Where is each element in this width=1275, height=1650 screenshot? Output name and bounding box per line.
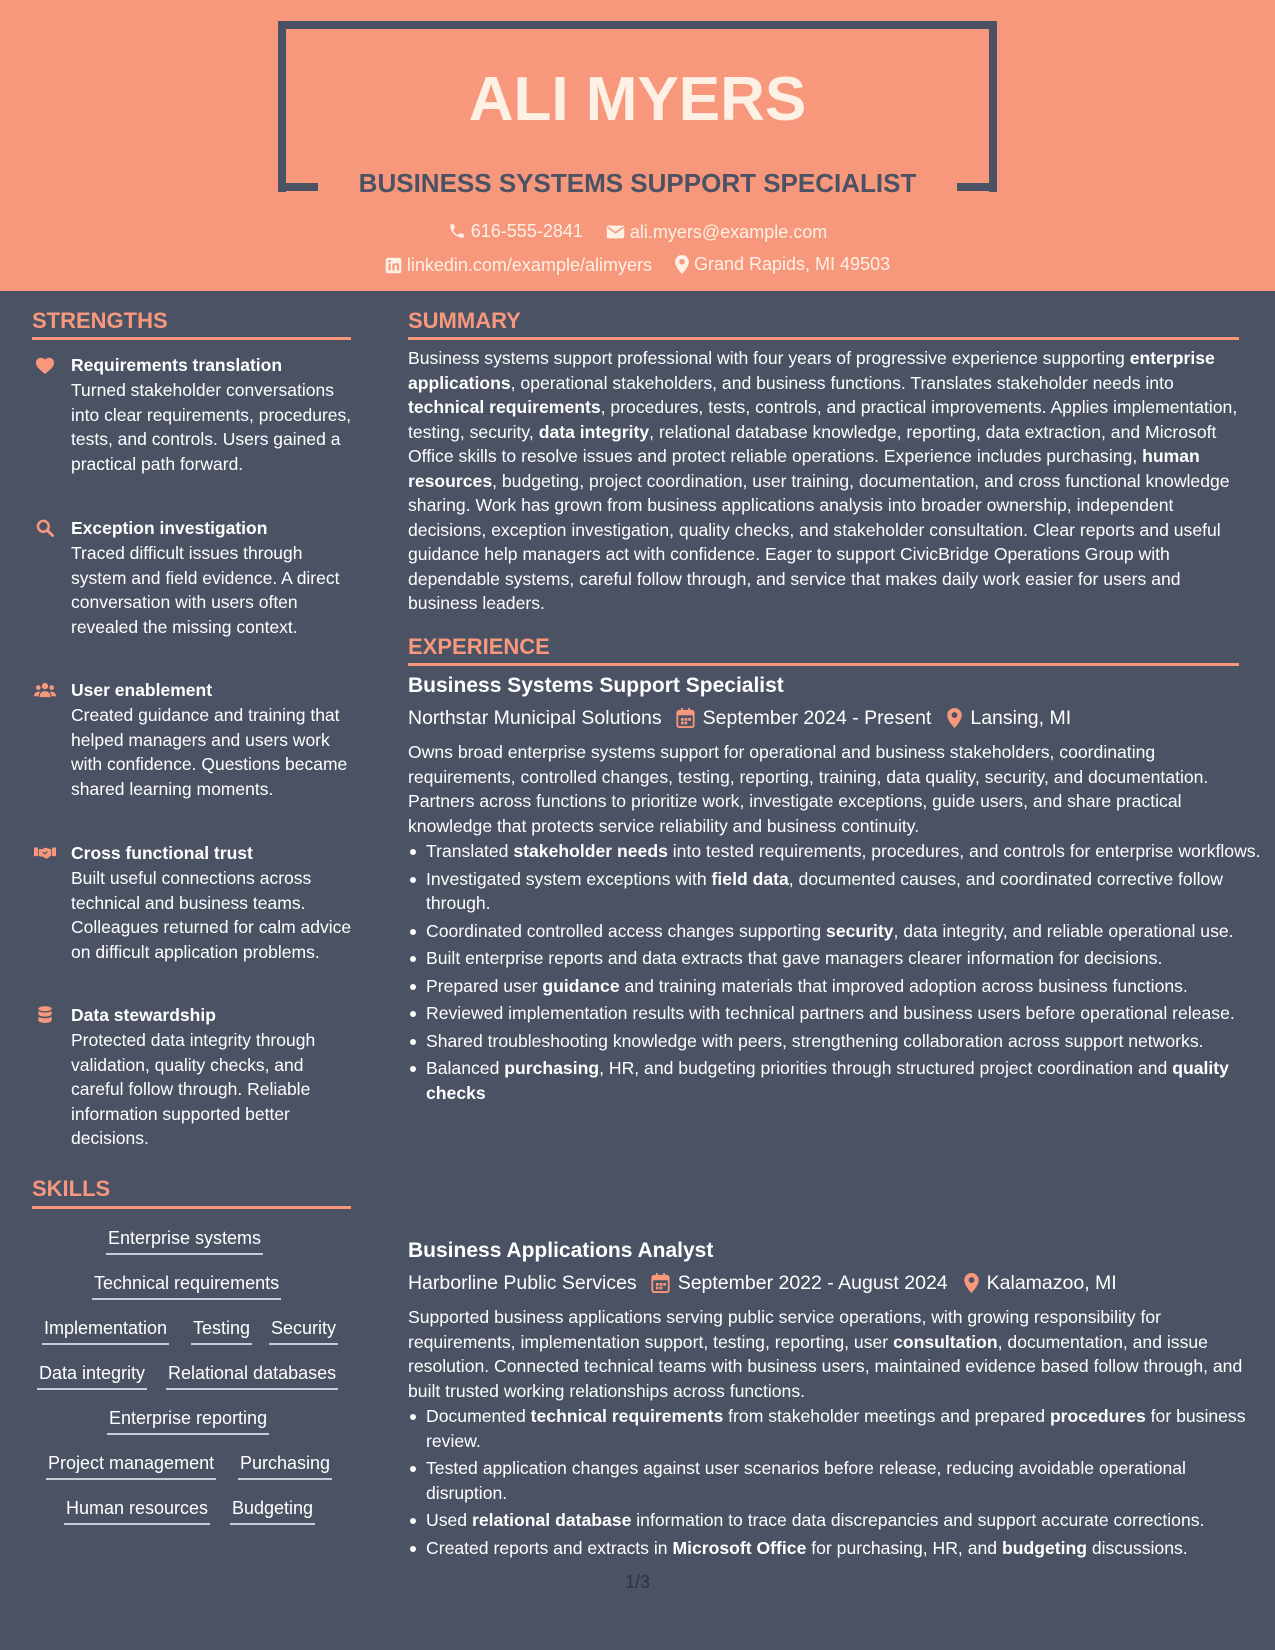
bullet-item (426, 1056, 1261, 1105)
map-pin-icon (964, 1273, 979, 1293)
bullet-item (426, 1456, 1261, 1505)
email-item[interactable] (606, 220, 827, 244)
job-dates: September 2022 - August 2024 (677, 1272, 948, 1294)
text-run: for business review. (426, 1406, 1246, 1451)
bold-phrase: human resources (408, 446, 1200, 491)
text-run: into tested requirements, procedures, and controls for enterprise workflows. (667, 841, 1261, 861)
skill-tag: Purchasing (238, 1451, 332, 1480)
bold-phrase: field data (711, 868, 789, 889)
bold-phrase: stakeholder needs (513, 841, 668, 861)
search-icon (34, 518, 56, 538)
map-pin-icon (675, 255, 689, 274)
job-description (408, 740, 1243, 838)
linkedin-icon (385, 257, 402, 274)
text-run: Reviewed implementation results with technical partners and business users before operational release. (426, 1003, 1235, 1023)
text-run: information to trace data discrepancies and support accurate corrections. (631, 1510, 1205, 1530)
company-name: Northstar Municipal Solutions (408, 707, 662, 729)
bold-phrase: relational database (471, 1510, 632, 1530)
bullet-item (426, 1536, 1261, 1561)
strength-text: Protected data integrity through validation, quality checks, and careful follow through. Reliable information supported better decisions. (71, 1030, 316, 1148)
skill-tag: Enterprise reporting (107, 1406, 269, 1435)
strength-text: Created guidance and training that helped managers and users work with confidence. Questions became shared learning moments. (71, 705, 348, 799)
text-run: Prepared user (426, 975, 543, 996)
text-run: Shared troubleshooting knowledge with peers, strengthening collaboration across support networks. (426, 1030, 1204, 1051)
bold-phrase: Microsoft Office (672, 1537, 807, 1558)
text-run: , documentation, and issue resolution. Connected technical teams with business users, maintained evidence based follow through, and built trusted working relationships across functions. (408, 1331, 1243, 1401)
map-pin-icon (947, 708, 962, 728)
linkedin-text: linkedin.com/example/alimyers (406, 255, 652, 275)
text-run: , operational stakeholders, and business functions. Translates stakeholder needs into (510, 372, 1174, 393)
phone-icon (448, 222, 466, 240)
job-location: Lansing, MI (970, 707, 1072, 729)
text-run: discussions. (1086, 1537, 1188, 1558)
users-icon (34, 680, 56, 700)
text-run: Coordinated controlled access changes supporting (426, 920, 827, 941)
bullet-item (426, 1029, 1261, 1054)
bullet-item (426, 1508, 1261, 1533)
skill-tag: Data integrity (37, 1361, 147, 1390)
skill-tag: Relational databases (166, 1361, 338, 1390)
calendar-icon (676, 708, 695, 728)
bold-phrase: consultation (893, 1331, 998, 1352)
text-run: for purchasing, HR, and (806, 1537, 1002, 1558)
candidate-name: ALI MYERS (468, 65, 807, 134)
bullet-item (426, 1404, 1261, 1453)
bold-phrase: data integrity (538, 421, 650, 442)
skill-tag: Implementation (42, 1316, 169, 1345)
text-run: Owns broad enterprise systems support for operational and business stakeholders, coordinating requirements, controlled changes, testing, reporting, training, data quality, security, and documentation. Partners across functions to prioritize work, investigate exceptions, guide users, and share practical knowledge that protects service reliability and business continuity. (408, 742, 1209, 836)
bold-phrase: budgeting (1001, 1537, 1087, 1558)
text-run: , data integrity, and reliable operational use. (893, 920, 1234, 941)
text-run: , documented causes, and coordinated corrective follow through. (426, 868, 1224, 913)
handshake-icon (34, 843, 56, 863)
strength-title: Exception investigation (71, 518, 268, 538)
database-icon (34, 1005, 56, 1025)
strength-text: Turned stakeholder conversations into clear requirements, procedures, tests, and controls. Users gained a practical path forward. (71, 380, 352, 474)
skill-tag: Project management (46, 1451, 216, 1480)
text-run: Built enterprise reports and data extracts that gave managers clearer information for decisions. (426, 948, 1163, 968)
contact-row-1 (0, 219, 1275, 246)
text-run: Tested application changes against user scenarios before release, reducing avoidable operational disruption. (426, 1458, 1186, 1503)
text-run: Created reports and extracts in (426, 1537, 673, 1558)
bullet-item (426, 974, 1261, 999)
strength-title: User enablement (71, 680, 213, 700)
text-run: Business systems support professional with four years of progressive experience supporting (408, 348, 1130, 368)
contact-row-2 (0, 252, 1275, 280)
candidate-title: BUSINESS SYSTEMS SUPPORT SPECIALIST (358, 168, 917, 198)
envelope-icon (606, 224, 625, 240)
text-run: Translated (426, 841, 514, 861)
heart-icon (34, 355, 56, 375)
text-run: Used (426, 1510, 472, 1530)
bold-phrase: security (826, 920, 894, 941)
job-description (408, 1305, 1243, 1403)
skill-tag: Enterprise systems (106, 1226, 263, 1255)
bold-phrase: purchasing (504, 1058, 600, 1078)
location-text: Grand Rapids, MI 49503 (693, 254, 891, 274)
text-run: Supported business applications serving public service operations, with growing responsibility for requirements, implementation support, testing, reporting, user (408, 1307, 1162, 1352)
bullet-item (426, 919, 1261, 944)
text-run: , HR, and budgeting priorities through structured project coordination and (599, 1058, 1173, 1078)
summary-text (408, 346, 1243, 616)
location-item (675, 252, 890, 276)
text-run: and training materials that improved adoption across business functions. (619, 975, 1188, 996)
experience-heading: EXPERIENCE (408, 634, 550, 659)
skill-tag: Security (269, 1316, 338, 1345)
job-title: Business Systems Support Specialist (408, 674, 784, 697)
bold-phrase: technical requirements (408, 397, 601, 417)
bold-phrase: guidance (542, 975, 620, 996)
experience-rule (408, 663, 1239, 666)
job-dates: September 2024 - Present (702, 707, 932, 729)
strength-text: Traced difficult issues through system and field evidence. A direct conversation with users often revealed the missing context. (71, 543, 340, 637)
bold-phrase: quality checks (426, 1058, 1229, 1103)
job-location: Kalamazoo, MI (986, 1272, 1117, 1294)
text-run: , relational database knowledge, reporting, data extraction, and Microsoft Office skills to resolve issues and protect reliable operations. Experience includes purchasing, (408, 421, 1217, 466)
bold-phrase: technical requirements (530, 1406, 724, 1426)
strength-title: Requirements translation (71, 355, 283, 375)
strength-title: Data stewardship (71, 1005, 216, 1025)
bold-phrase: procedures (1049, 1406, 1146, 1426)
skill-tag: Human resources (64, 1496, 210, 1525)
text-run: from stakeholder meetings and prepared (723, 1406, 1050, 1426)
strengths-heading: STRENGTHS (32, 308, 168, 333)
skill-tag: Budgeting (230, 1496, 315, 1525)
linkedin-item[interactable] (385, 253, 652, 277)
job-meta (408, 1270, 1117, 1296)
summary-rule (408, 337, 1239, 340)
text-run: Documented (426, 1406, 531, 1426)
email-text: ali.myers@example.com (629, 222, 828, 242)
skill-tag: Technical requirements (92, 1271, 281, 1300)
job-bullets (408, 839, 1261, 1108)
bullet-item (426, 839, 1261, 864)
page-number: 1/3 (624, 1572, 651, 1592)
bullet-item (426, 867, 1261, 916)
bold-phrase: enterprise applications (408, 348, 1215, 393)
calendar-icon (651, 1273, 670, 1293)
skill-tag: Testing (191, 1316, 252, 1345)
strengths-rule (32, 337, 351, 340)
strength-text: Built useful connections across technical and business teams. Colleagues returned for calm advice on difficult application problems. (71, 868, 352, 962)
bullet-item (426, 946, 1261, 971)
text-run: , budgeting, project coordination, user training, documentation, and cross functional knowledge sharing. Work has grown from business applications analysis into broader ownership, independent decisions, exception investigation, quality checks, and stakeholder consultation. Clear reports and useful guidance help managers act with confidence. Eager to support CivicBridge Operations Group with dependable systems, careful follow through, and service that makes daily work easier for users and business leaders. (408, 470, 1230, 613)
skills-rule (32, 1206, 351, 1209)
job-meta (408, 705, 1071, 731)
summary-heading: SUMMARY (408, 308, 521, 333)
strength-title: Cross functional trust (71, 843, 253, 863)
skills-heading: SKILLS (32, 1176, 111, 1201)
job-title: Business Applications Analyst (408, 1239, 714, 1262)
phone-item (448, 219, 583, 243)
text-run: Balanced (426, 1058, 505, 1078)
job-bullets (408, 1404, 1261, 1563)
text-run: , procedures, tests, controls, and practical improvements. Applies implementation, testing, security, (408, 397, 1238, 442)
phone-text: 616-555-2841 (470, 221, 583, 241)
bullet-item (426, 1001, 1261, 1026)
company-name: Harborline Public Services (408, 1272, 637, 1294)
text-run: Investigated system exceptions with (426, 868, 712, 889)
